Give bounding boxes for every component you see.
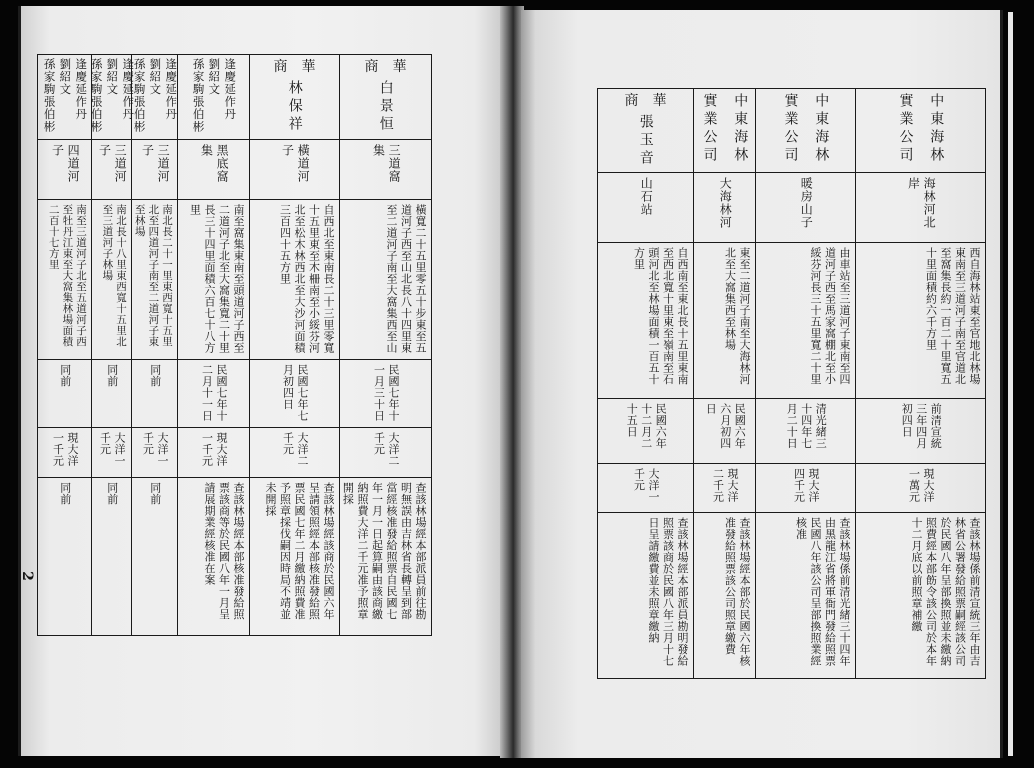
applicant-name: 劉紹文 [58,58,73,96]
left-fee-cell [178,428,250,478]
place-name: 暖房山子 [799,177,814,229]
left-fee-cell [38,428,92,478]
applicant-type: 華商 [364,59,421,75]
left-date-cell [38,360,92,428]
area-text: 南至窩集東南至頭道河子西至二道河子北至大窩集寬二十里長三十四里面積六百七十八方里 [188,204,245,354]
place-name: 三道河子 [140,144,171,183]
date-text: 民國七年十一月三十日 [372,364,401,422]
left-remarks-cell [178,478,250,636]
right-fee-cell [856,464,986,513]
right-date-cell [694,399,756,464]
left-page-table [37,54,432,636]
applicant-name: 逢慶延作丹 [164,58,179,121]
applicant-name: 劉紹文 [105,58,120,96]
right-applicant-cell [756,89,856,173]
date-text: 同前 [148,364,162,387]
remarks-text: 查該林場經該商於民國六年呈請領照經本部核准發給照票民國七年二月繳納照費准予照章採伐嗣因時局不靖並未開採 [263,482,335,620]
left-area-cell [132,200,178,360]
left-date-cell [178,360,250,428]
area-text: 南北長二十一里東西寬十五里北至四道河子南至二道河子東至林場 [133,204,173,347]
date-text: 同前 [105,364,119,387]
applicant-name: 逢慶延作丹 [223,58,238,121]
area-text: 自西北至東南長二十三里零寬十五里東至木柵南至小綏芬河北至松木林西北至大沙河面積三百四十五方里 [278,204,335,354]
left-fee-cell [250,428,340,478]
right-remarks-cell [598,513,694,679]
remarks-text: 查該林場經本部核准發給照票該商等於民國八年一月呈請展期業經核准在案 [202,482,245,620]
right-date-cell [598,399,694,464]
fee-text: 大洋一千元 [141,432,170,467]
applicant-name: 張玉音 [637,114,654,168]
left-date-cell [340,360,432,428]
right-applicant-cell [598,89,694,173]
fee-text: 現大洋四千元 [792,468,821,503]
left-applicant-cell [132,55,178,140]
left-date-cell [132,360,178,428]
date-text: 民國七年十二月十一日 [200,364,229,422]
left-fee-cell [92,428,132,478]
left-remarks-cell [92,478,132,636]
area-text: 西自海林站東至官地北林場東南至三道河子南至官道北至窩集長約一百二十里寬五十里面積約六千方里 [924,247,981,385]
place-name: 四道河子 [50,144,81,183]
left-applicant-cell [178,55,250,140]
left-place-cell [250,140,340,200]
company-name: 中東海林實業公司 [897,93,945,165]
left-remarks-cell [132,478,178,636]
right-date-cell [856,399,986,464]
right-fee-cell [694,464,756,513]
left-area-cell [340,200,432,360]
date-text: 同前 [58,364,72,387]
right-area-cell [756,243,856,399]
left-place-cell [132,140,178,200]
area-text: 南至三道河子北至五道河子西至牡丹江東至大窩集林場面積二百十七方里 [47,204,87,347]
area-text: 由車站至三道河子東南至四道河子西至馬家窩棚北至小綏芬河長三十五里寬二十里 [808,247,851,385]
area-text: 東至二道河子南至大海林河北至大窩集西至林場 [723,247,751,385]
left-area-cell [178,200,250,360]
fee-text: 現大洋一千元 [51,432,80,467]
left-place-cell [38,140,92,200]
right-page-table [597,88,986,679]
left-date-cell [92,360,132,428]
page-edge [1008,12,1013,756]
left-area-cell [92,200,132,360]
area-text: 南北長十八里東西寬十五里北至三道河子林場 [101,204,127,347]
fee-text: 現大洋二千元 [711,468,740,503]
place-name: 海林河北岸 [906,177,937,229]
left-applicant-cell [38,55,92,140]
right-remarks-cell [856,513,986,679]
applicant-name: 孫家駒張伯彬 [191,58,206,133]
applicant-name: 逢慶延作丹 [74,58,89,121]
remarks-text: 同前 [148,482,162,505]
right-area-cell [598,243,694,399]
left-remarks-cell [340,478,432,636]
place-name: 橫道河子 [280,144,311,183]
date-text: 民國七年七月初四日 [281,364,310,422]
left-place-cell [92,140,132,200]
right-area-cell [856,243,986,399]
right-applicant-cell [856,89,986,173]
applicant-name: 孫家駒張伯彬 [132,58,147,133]
applicant-name: 孫家駒張伯彬 [89,58,104,133]
fee-text: 大洋二千元 [281,432,310,467]
remarks-text: 同前 [105,482,119,505]
left-area-cell [38,200,92,360]
applicant-name: 白景恒 [377,80,394,134]
date-text: 前清宣統三年四月初四日 [900,403,943,449]
applicant-type: 華商 [273,59,330,75]
fee-text: 現大洋一千元 [200,432,229,467]
fee-text: 大洋一千元 [98,432,127,467]
left-applicant-cell [250,55,340,140]
place-name: 黑底窩集 [199,144,230,183]
right-remarks-cell [756,513,856,679]
page-mark: 2 [18,571,35,581]
fee-text: 現大洋一萬元 [907,468,936,503]
remarks-text: 查該林場係前清光緒三十四年由黑龍江省將軍衙門發給照票民國八年該公司呈部換照業經核准 [794,517,851,667]
place-name: 山石站 [639,177,654,216]
left-applicant-cell [340,55,432,140]
remarks-text: 查該林場係前清宣統三年由吉林省公署發給照票嗣經該公司於民國八年呈部換照並未繳納照費經本部飭令該公司於本年十二月底以前照章補繳 [909,517,981,667]
right-applicant-cell [694,89,756,173]
date-text: 清光緒三十四年七月二十日 [785,403,828,449]
left-place-cell [178,140,250,200]
applicant-name: 孫家駒張伯彬 [42,58,57,133]
date-text: 民國六年十二月二十五日 [625,403,668,449]
company-name: 中東海林實業公司 [782,93,830,165]
remarks-text: 同前 [58,482,72,505]
right-place-cell [598,173,694,243]
remarks-text: 查該林場經本部派員前往勘明無誤由吉林省長轉呈到部當經核准發給照票自民國七年一月一日起算嗣由該商繳納照費大洋二千元准予照章開採 [341,482,427,620]
right-remarks-cell [694,513,756,679]
left-applicant-cell [89,55,136,140]
applicant-name: 逢慶延作丹 [121,58,136,121]
company-name: 中東海林實業公司 [701,93,749,165]
right-fee-cell [598,464,694,513]
remarks-text: 查該林場經本部於民國六年核准發給照票該公司照章繳費 [723,517,751,667]
fee-text: 大洋一千元 [632,468,661,503]
right-date-cell [756,399,856,464]
left-fee-cell [132,428,178,478]
date-text: 民國六年六月初四日 [704,403,747,449]
left-fee-cell [340,428,432,478]
left-remarks-cell [38,478,92,636]
right-fee-cell [756,464,856,513]
right-place-cell [756,173,856,243]
remarks-text: 查該林場經本部派員勘明發給照票該商於民國八年三月十七日呈請繳費並未照章繳納 [646,517,689,667]
place-name: 大海林河 [718,177,733,229]
left-area-cell [250,200,340,360]
area-text: 自西南至東北長十五里東南至西北寬十里東至嶺南至石頭河北至林場面積一百五十方里 [632,247,689,385]
applicant-name: 劉紹文 [148,58,163,96]
right-area-cell [694,243,756,399]
applicant-type: 華商 [624,93,681,109]
right-place-cell [856,173,986,243]
right-place-cell [694,173,756,243]
left-place-cell [340,140,432,200]
area-text: 橫寬二十五里零五十步東至五道河子西至山北長八十四里東至二道河子南至大窩集西至山 [384,204,427,354]
place-name: 三道窩集 [371,144,402,183]
fee-text: 大洋二千元 [372,432,401,467]
place-name: 三道河子 [97,144,128,183]
left-date-cell [250,360,340,428]
applicant-name: 劉紹文 [207,58,222,96]
applicant-name: 林保祥 [286,80,303,134]
left-remarks-cell [250,478,340,636]
